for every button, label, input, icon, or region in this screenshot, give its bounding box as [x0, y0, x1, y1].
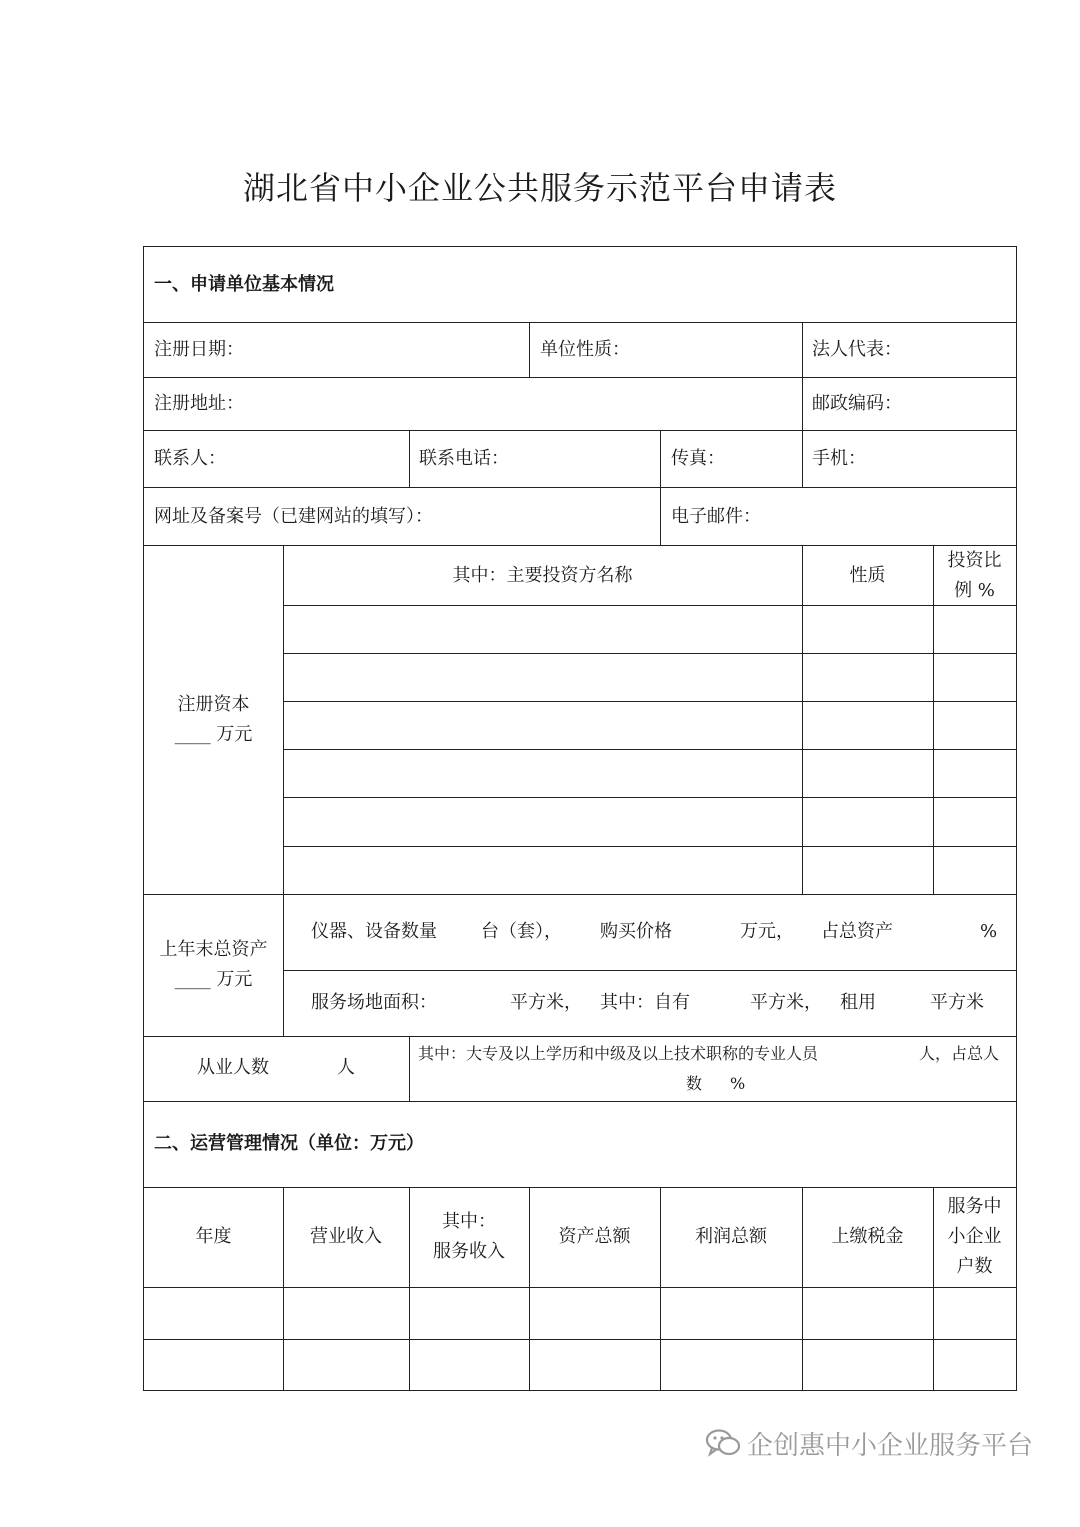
col-revenue: 营业收入	[310, 1226, 382, 1247]
area-rented-label: 租用	[840, 992, 876, 1013]
price-unit-label: 万元，	[740, 921, 794, 942]
phone-label: 联系电话：	[419, 448, 509, 469]
staff-count-unit: 人	[337, 1057, 355, 1078]
legal-rep-label: 法人代表：	[812, 339, 902, 360]
area-owned-label: 其中：自有	[600, 992, 690, 1013]
section2-heading: 二、运营管理情况（单位：万元）	[154, 1133, 424, 1154]
section1-heading: 一、申请单位基本情况	[154, 274, 334, 295]
fax-label: 传真：	[671, 448, 725, 469]
wechat-icon	[705, 1428, 741, 1458]
area-unit-1: 平方米，	[510, 992, 582, 1013]
col-total-profit: 利润总额	[695, 1226, 767, 1247]
equipment-unit-label: 台（套），	[481, 921, 562, 942]
col-total-assets: 资产总额	[558, 1226, 631, 1247]
staff-count-label: 从业人数	[197, 1057, 269, 1078]
asset-share-label: 占总资产	[821, 921, 893, 942]
staff-professional-unit: 人，占总人	[919, 1044, 1000, 1063]
unit-nature-label: 单位性质：	[540, 339, 630, 360]
equipment-qty-label: 仪器、设备数量	[311, 921, 437, 942]
investor-nature-header: 性质	[849, 565, 886, 586]
service-area-label: 服务场地面积：	[311, 992, 437, 1013]
staff-professional-label: 其中：大专及以上学历和中级及以上技术职称的专业人员	[418, 1044, 819, 1063]
contact-label: 联系人：	[154, 448, 226, 469]
col-service-revenue: 其中： 服务收入	[433, 1211, 505, 1262]
staff-share-pct: %	[730, 1074, 746, 1093]
investor-name-header: 其中：主要投资方名称	[452, 565, 633, 586]
purchase-price-label: 购买价格	[600, 921, 672, 942]
reg-date-label: 注册日期：	[154, 339, 244, 360]
page-title: 湖北省中小企业公共服务示范平台申请表	[242, 169, 837, 207]
col-tax-paid: 上缴税金	[831, 1226, 904, 1247]
capital-label: 注册资本 ____ 万元	[174, 694, 253, 745]
col-year: 年度	[195, 1226, 232, 1247]
investor-ratio-header: 投资比 例 %	[947, 550, 1002, 601]
col-sme-served: 服务中 小企业 户数	[947, 1196, 1002, 1277]
total-assets-label: 上年末总资产 ____ 万元	[159, 939, 268, 990]
application-form-table	[143, 246, 1017, 1391]
area-unit-3: 平方米	[930, 992, 984, 1013]
postcode-label: 邮政编码：	[812, 393, 902, 414]
email-label: 电子邮件：	[671, 506, 761, 527]
watermark-text: 企创惠中小企业服务平台	[747, 1430, 1034, 1461]
area-unit-2: 平方米，	[750, 992, 822, 1013]
website-label: 网址及备案号（已建网站的填写）：	[154, 506, 433, 527]
mobile-label: 手机：	[812, 448, 866, 469]
staff-share-label: 数	[686, 1074, 703, 1093]
reg-address-label: 注册地址：	[154, 393, 244, 414]
asset-share-pct: %	[980, 921, 998, 942]
watermark	[705, 1423, 1033, 1463]
